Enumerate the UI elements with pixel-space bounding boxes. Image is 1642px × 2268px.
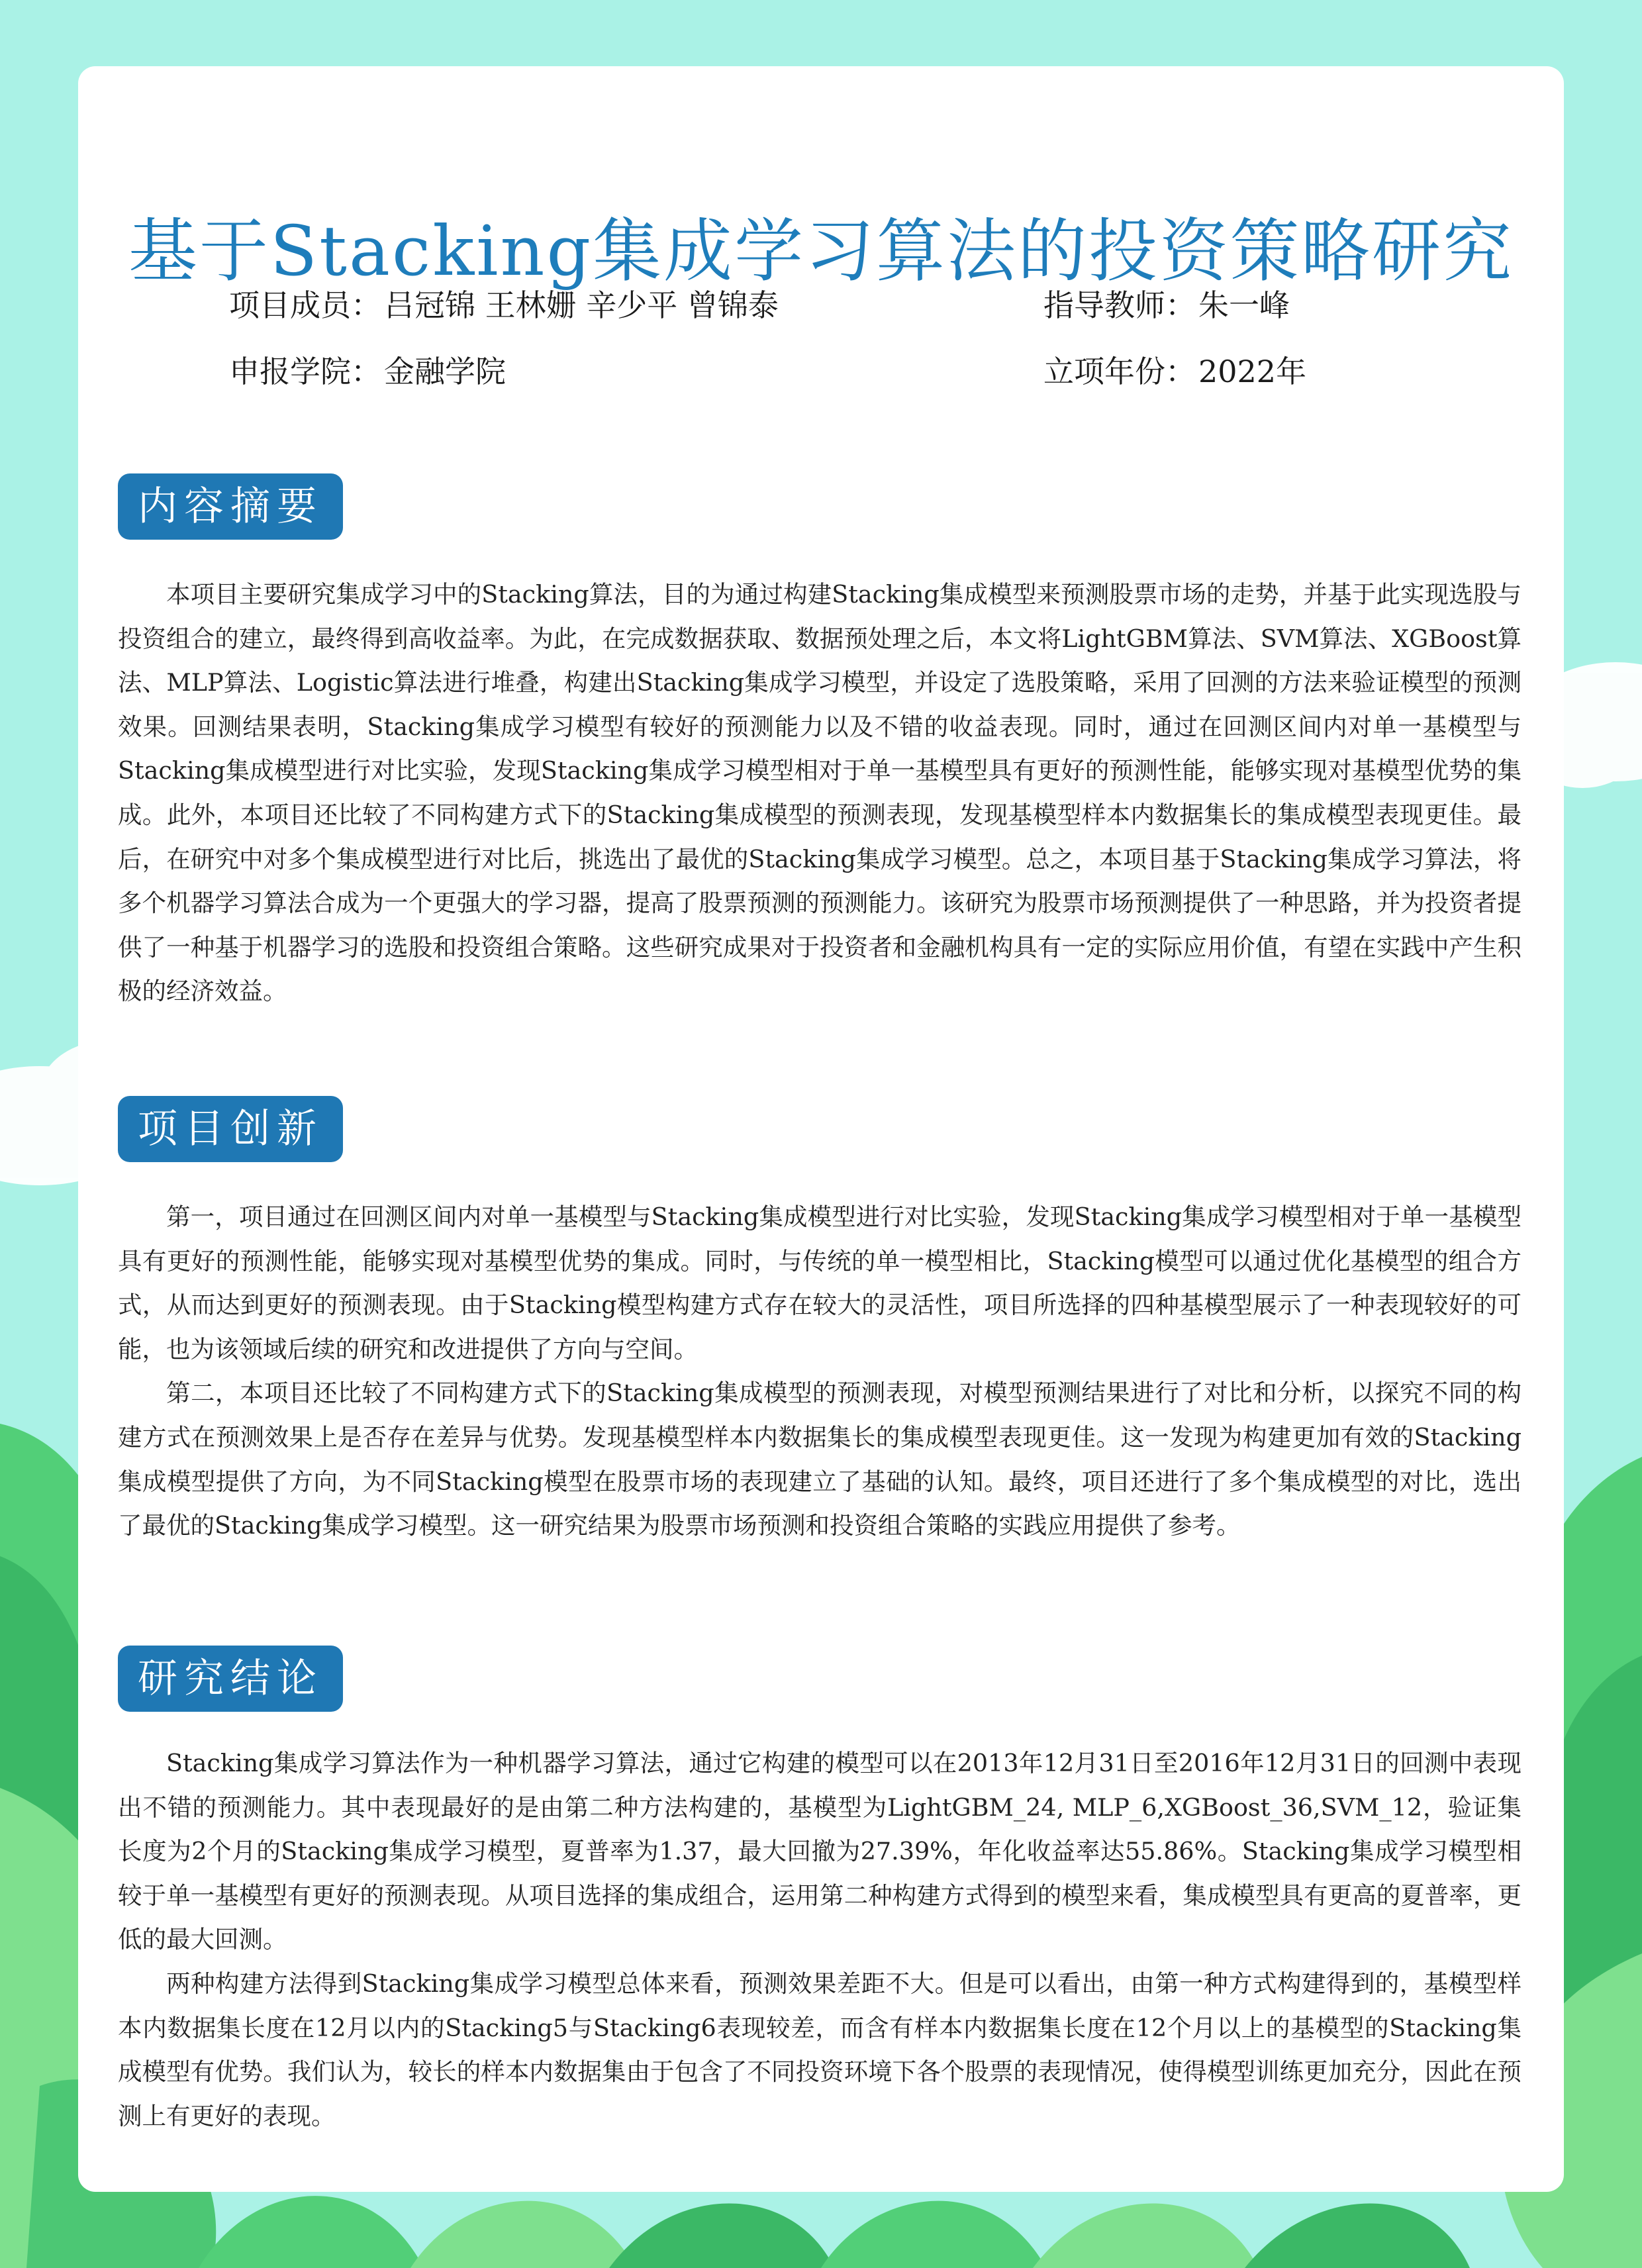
abstract-paragraph: 本项目主要研究集成学习中的Stacking算法，目的为通过构建Stacking集成模型来预测股票市场的走势，并基于此实现选股与投资组合的建立，最终得到高收益率。为此，在完成数据获取、数据预处理之后，本文将LightGBM算法、SVM算法、XGBoost算法、MLP算法、Logistic算法进行堆叠，构建出Stacking集成学习模型，并设定了选股策略，采用了回测的方法来验证模型的预测效果。回测结果表明，Stacking集成学习模型有较好的预测能力以及不错的收益表现。同时，通过在回测区间内对单一基模型与Stacking集成模型进行对比实验，发现Stacking集成学习模型相对于单一基模型具有更好的预测性能，能够实现对基模型优势的集成。此外，本项目还比较了不同构建方式下的Stacking集成模型的预测表现，发现基模型样本内数据集长的集成模型表现更佳。最后，在研究中对多个集成模型进行对比后，挑选出了最优的Stacking集成学习模型。总之，本项目基于Stacking集成学习算法，将多个机器学习算法合成为一个更强大的学习器，提高了股票预测的预测能力。该研究为股票市场预测提供了一种思路，并为投资者提供了一种基于机器学习的选股和投资组合策略。这些研究成果对于投资者和金融机构具有一定的实际应用价值，有望在实践中产生积极的经济效益。 <box>118 580 1521 1006</box>
advisor-label: 指导教师： <box>1043 287 1196 323</box>
section-heading-innovation: 项目创新 <box>118 1096 343 1162</box>
year-value: 2022年 <box>1198 354 1307 389</box>
page-title: 基于Stacking集成学习算法的投资策略研究 <box>128 211 1514 291</box>
members-label: 项目成员： <box>229 287 381 323</box>
abstract-body <box>118 573 1521 1014</box>
advisor <box>1043 281 1290 325</box>
year-label: 立项年份： <box>1043 354 1196 389</box>
members-value: 吕冠锦 王林姗 辛少平 曾锦泰 <box>384 287 779 323</box>
section-heading-abstract: 内容摘要 <box>118 473 343 540</box>
innovation-paragraph-1: 第一，项目通过在回测区间内对单一基模型与Stacking集成模型进行对比实验，发现Stacking集成学习模型相对于单一基模型具有更好的预测性能，能够实现对基模型优势的集成。同时，与传统的单一模型相比，Stacking模型可以通过优化基模型的组合方式，从而达到更好的预测表现。由于Stacking模型构建方式存在较大的灵活性，项目所选择的四种基模型展示了一种表现较好的可能，也为该领域后续的研究和改进提供了方向与空间。 <box>118 1203 1521 1363</box>
project-year <box>1043 348 1306 391</box>
advisor-value: 朱一峰 <box>1198 287 1290 323</box>
innovation-body <box>118 1195 1521 1548</box>
project-members <box>229 281 779 325</box>
content-card <box>78 66 1564 2192</box>
conclusion-paragraph-1: Stacking集成学习算法作为一种机器学习算法，通过它构建的模型可以在2013年12月31日至2016年12月31日的回测中表现出不错的预测能力。其中表现最好的是由第二种方法构建的，基模型为LightGBM_24, MLP_6,XGBoost_36,SVM_12，验证集长度为2个月的Stacking集成学习模型，夏普率为1.37，最大回撤为27.39%，年化收益率达55.86%。Stacking集成学习模型相较于单一基模型有更好的预测表现。从项目选择的集成组合，运用第二种构建方式得到的模型来看，集成模型具有更高的夏普率，更低的最大回测。 <box>118 1749 1521 1954</box>
innovation-paragraph-2: 第二，本项目还比较了不同构建方式下的Stacking集成模型的预测表现，对模型预测结果进行了对比和分析，以探究不同的构建方式在预测效果上是否存在差异与优势。发现基模型样本内数据集长的集成模型表现更佳。这一发现为构建更加有效的Stacking集成模型提供了方向，为不同Stacking模型在股票市场的表现建立了基础的认知。最终，项目还进行了多个集成模型的对比，选出了最优的Stacking集成学习模型。这一研究结果为股票市场预测和投资组合策略的实践应用提供了参考。 <box>118 1379 1521 1540</box>
college-value: 金融学院 <box>384 354 506 389</box>
college <box>229 348 506 391</box>
college-label: 申报学院： <box>229 354 381 389</box>
conclusion-body <box>118 1742 1521 2138</box>
conclusion-paragraph-2: 两种构建方法得到Stacking集成学习模型总体来看，预测效果差距不大。但是可以看出，由第一种方式构建得到的，基模型样本内数据集长度在12月以内的Stacking5与Stacking6表现较差，而含有样本内数据集长度在12个月以上的基模型的Stacking集成模型有优势。我们认为，较长的样本内数据集由于包含了不同投资环境下各个股票的表现情况，使得模型训练更加充分，因此在预测上有更好的表现。 <box>118 1969 1521 2130</box>
section-heading-conclusion: 研究结论 <box>118 1646 343 1712</box>
